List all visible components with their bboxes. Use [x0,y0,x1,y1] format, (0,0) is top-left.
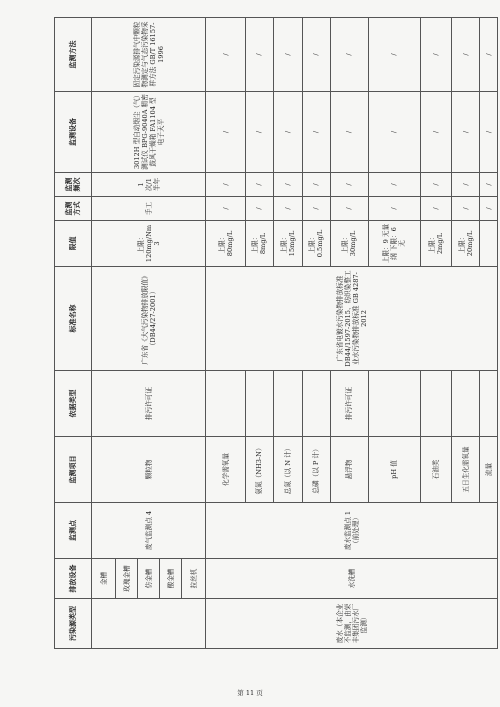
air-monitoring-point: 废气监测点 4 [92,503,206,559]
slash-cell: / [245,197,274,221]
header-cell: 污染源类型 [55,599,92,649]
slash-cell: / [421,173,452,197]
water-limit: 上限：0.5mg/L [302,221,331,267]
header-cell: 监测项目 [55,437,92,503]
header-cell: 依据类型 [55,371,92,437]
water-item: 石油类 [421,437,452,503]
water-item: 悬浮物 [331,437,368,503]
slash-cell: / [480,92,498,173]
slash-cell: / [421,197,452,221]
water-basis-type [368,371,421,437]
rotated-table-wrapper [54,18,498,649]
slash-cell: / [421,92,452,173]
slash-cell: / [451,92,480,173]
header-cell: 监测频次 [55,173,92,197]
page-number: 第 11 页 [237,689,263,697]
slash-cell: / [368,197,421,221]
header-row [55,18,92,649]
slash-cell: / [274,18,303,92]
slash-cell: / [302,18,331,92]
water-basis-type [302,371,331,437]
water-item: 总氮（以 N 计） [274,437,303,503]
water-item: 化学需氧量 [206,437,245,503]
water-limit: 上限：9 无量纲 下限：6 无 [368,221,421,267]
water-limit: 上限：2mg/L [421,221,452,267]
water-limit: 上限：15mg/L [274,221,303,267]
air-standard-name: 广东省《大气污染物排放限值》（DB44/27-2001） [92,267,206,371]
air-source-type-cell [92,599,206,649]
slash-cell: / [245,92,274,173]
slash-cell: / [368,173,421,197]
air-monitoring-device: 3012H 型自动烟尘（气）测试仪 BPG-9040A 精密鼓风干燥箱 FA1104 型 电子天平 [92,92,206,173]
header-cell: 监测方法 [55,18,92,92]
air-monitoring-item: 颗粒物 [92,437,206,503]
air-basis-type: 排污许可证 [92,371,206,437]
water-item: 五日生化需氧量 [451,437,480,503]
water-item: 氨氮（NH3-N） [245,437,274,503]
water-limit: 上限：20mg/L [451,221,480,267]
slash-cell: / [368,92,421,173]
water-item: pH 值 [368,437,421,503]
header-cell: 监测方式 [55,197,92,221]
water-monitoring-point: 废水监测点 1（前处理） [206,503,498,559]
water-source-type: 废水（本企业不监测，由荣丰集团污水厂监测） [206,599,498,649]
slash-cell: / [480,173,498,197]
slash-cell: / [480,197,498,221]
water-basis-type [245,371,274,437]
equipment-cell: 拉丝机 [182,559,206,599]
slash-cell: / [245,173,274,197]
air-monitoring-method: 固定污染源排气中颗粒物测定与气态污染物采样方法 GB/T 16157-1996 [92,18,206,92]
slash-cell: / [451,197,480,221]
water-basis-type [206,371,245,437]
table-row [92,18,116,649]
slash-cell: / [302,92,331,173]
header-cell: 监测设备 [55,92,92,173]
water-limit: 上限：30mg/L [331,221,368,267]
slash-cell: / [274,197,303,221]
equipment-cell: 水洗槽 [206,559,498,599]
equipment-cell: 玫瑰金槽 [116,559,138,599]
slash-cell: / [274,173,303,197]
slash-cell: / [368,18,421,92]
slash-cell: / [451,18,480,92]
header-cell: 标准名称 [55,267,92,371]
slash-cell: / [331,92,368,173]
slash-cell: / [302,197,331,221]
slash-cell: / [274,92,303,173]
equipment-cell: 酸金槽 [160,559,182,599]
water-basis-type [274,371,303,437]
water-limit: 上限：80mg/L [206,221,245,267]
slash-cell: / [480,18,498,92]
monitoring-plan-table [54,17,498,649]
slash-cell: / [331,18,368,92]
water-basis-type [451,371,480,437]
header-cell: 限值 [55,221,92,267]
slash-cell: / [206,173,245,197]
water-item: 总磷（以 P 计） [302,437,331,503]
water-basis-type [421,371,452,437]
water-item: 流量 [480,437,498,503]
header-cell: 排放设备 [55,559,92,599]
equipment-cell: 金槽 [92,559,116,599]
air-limit: 上限：120mg/Nm 3 [92,221,206,267]
water-limit [480,221,498,267]
slash-cell: / [331,197,368,221]
table-row [206,18,245,649]
header-cell: 监测点 [55,503,92,559]
air-monitoring-mode: 手工 [92,197,206,221]
slash-cell: / [451,173,480,197]
water-limit: 上限：8mg/L [245,221,274,267]
slash-cell: / [206,18,245,92]
equipment-cell: 仿金槽 [138,559,160,599]
slash-cell: / [206,197,245,221]
water-basis-type [480,371,498,437]
water-standard-name: 广东省电镀水污染物排放标准 DB44/1597-2015、纺织染整工业水污染物排放标准 GB 4287-2012 [206,267,498,371]
slash-cell: / [331,173,368,197]
slash-cell: / [421,18,452,92]
water-basis-type: 排污许可证 [331,371,368,437]
slash-cell: / [245,18,274,92]
slash-cell: / [302,173,331,197]
air-monitoring-frequency: 1 次/1 半年 [92,173,206,197]
slash-cell: / [206,92,245,173]
